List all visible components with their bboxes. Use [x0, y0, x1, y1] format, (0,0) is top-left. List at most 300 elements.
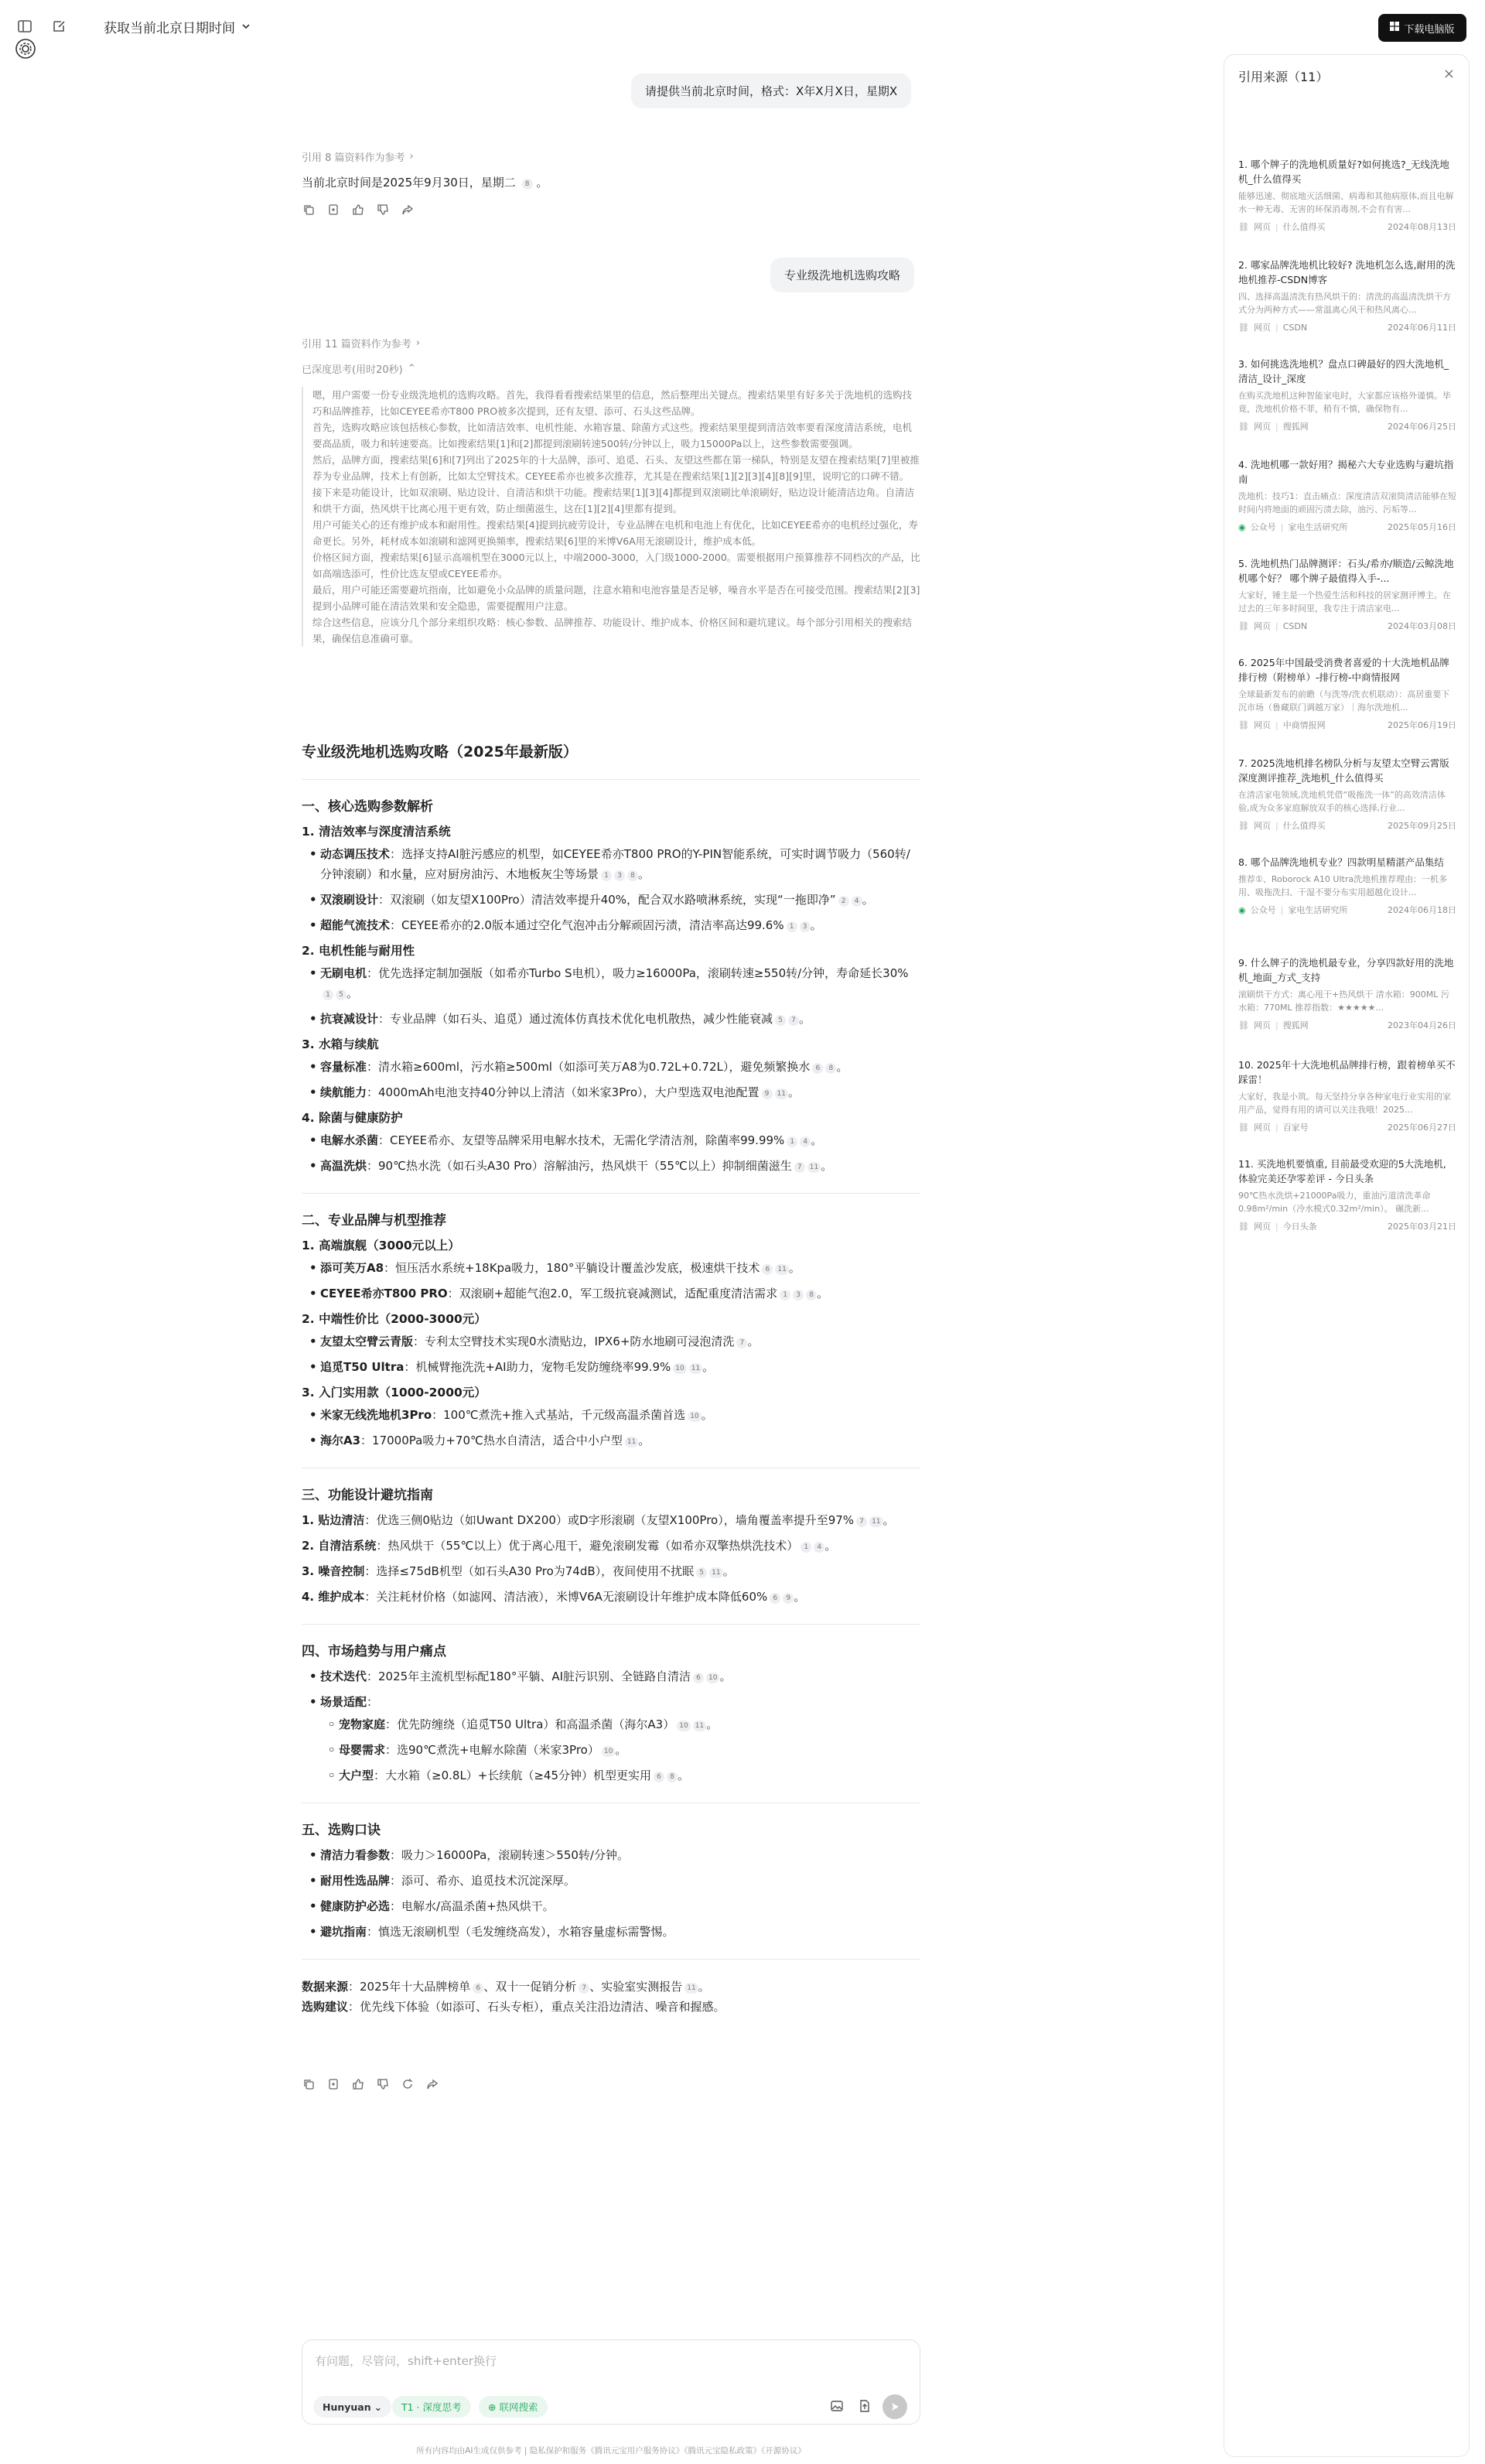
citation-badge[interactable]: 8 — [806, 1290, 817, 1300]
source-card[interactable] — [1238, 655, 1456, 731]
list-item — [320, 890, 920, 910]
link-icon: ⛓ — [1238, 620, 1249, 631]
copy-icon[interactable] — [302, 2077, 316, 2091]
list-item-end: 。 — [722, 1564, 735, 1578]
citation-badge[interactable]: 4 — [800, 1136, 811, 1147]
divider: | — [1275, 1020, 1278, 1030]
list-item-text: ：100℃煮洗+推入式基站，千元级高温杀菌首选 — [432, 1408, 686, 1422]
send-button[interactable] — [882, 2394, 907, 2419]
source-description: 四、选择高温清洗有热风烘干的：清洗的高温清洗烘干方式分为两种方式——常温离心风干和热风离心... — [1238, 292, 1451, 315]
list-item — [320, 1871, 920, 1891]
wechat-icon: ◉ — [1238, 904, 1246, 915]
citation-badge[interactable]: 1 — [801, 1542, 811, 1553]
source-meta — [1238, 620, 1456, 632]
source-date: 2024年06月11日 — [1388, 323, 1456, 333]
source-type: 公众号 — [1250, 905, 1276, 915]
source-card[interactable] — [1238, 756, 1456, 832]
list-item-end: 。 — [638, 867, 650, 881]
link-icon: ⛓ — [1238, 1122, 1249, 1133]
windows-icon — [1390, 22, 1399, 34]
list-item-text: ：优选三侧0贴边（如Uwant DX200）或D字形滚刷（友望X100Pro），墙角覆盖率提升至97% — [364, 1513, 855, 1527]
list-item-text: ：90℃热水洗（如石头A30 Pro）溶解油污，热风烘干（55℃以上）抑制细菌滋生 — [367, 1159, 792, 1173]
model-selector[interactable] — [313, 2396, 391, 2418]
list-item-end: 。 — [810, 918, 822, 932]
settings-icon[interactable] — [15, 38, 36, 60]
numbered-list — [302, 1510, 920, 1607]
subsection-heading: 1. 高端旗舰（3000元以上） — [302, 1239, 460, 1253]
thumbs-up-icon[interactable] — [351, 2077, 365, 2091]
purchase-tip-text: ：优先线下体验（如添可、石头专柜），重点关注沿边清洁、噪音和握感。 — [348, 2000, 725, 2014]
citation-badge[interactable]: 7 — [856, 1516, 867, 1527]
deep-thinking-label: 已深度思考(用时20秒) — [302, 364, 403, 376]
citation-badge[interactable]: 1 — [787, 1136, 797, 1147]
section-heading: 一、核心选购参数解析 — [302, 799, 433, 815]
citation-badge[interactable]: 11 — [625, 1437, 638, 1447]
source-title[interactable]: 3. 如何挑选洗地机？盘点口碑最好的四大洗地机_清洁_设计_深度 — [1238, 358, 1449, 384]
citation-badge[interactable]: 11 — [775, 1264, 788, 1275]
source-date: 2023年04月26日 — [1388, 1020, 1456, 1030]
citation-badge[interactable]: 11 — [693, 1721, 706, 1731]
references-label: 引用 8 篇资料作为参考 — [302, 152, 405, 164]
citation-badge[interactable]: 5 — [775, 1015, 786, 1026]
references-label: 引用 11 篇资料作为参考 — [302, 339, 411, 350]
citation-badge[interactable]: 5 — [336, 989, 346, 1000]
list-item-text: ：选择支持AI脏污感应的机型，如CEYEE希亦T800 PRO的Y-PIN智能系统，可实时调节吸力（560转/分钟滚刷）和水量，应对厨房油污、木地板灰尘等场景 — [320, 847, 910, 881]
list-item-bold: 2. 自清洁系统 — [302, 1539, 377, 1553]
references-toggle-1[interactable] — [302, 149, 414, 164]
source-site: 家电生活研究所 — [1288, 522, 1348, 532]
list-item-bold: 双滚刷设计 — [320, 893, 379, 907]
citation-badge[interactable]: 8 — [627, 870, 638, 881]
citation-badge[interactable]: 6 — [693, 1673, 704, 1683]
source-type: 网页 — [1253, 1222, 1271, 1232]
divider: | — [1275, 421, 1278, 432]
chat-input-box[interactable] — [302, 2339, 920, 2425]
citation-badge[interactable]: 1 — [601, 870, 612, 881]
purchase-tip-line — [302, 1997, 920, 2017]
citation-badge[interactable]: 10 — [688, 1411, 701, 1422]
list-item-text: ：17000Pa吸力+70℃热水自清洁，适合中小户型 — [360, 1434, 623, 1447]
source-title[interactable]: 1. 哪个牌子的洗地机质量好?如何挑选?_无线洗地机_什么值得买 — [1238, 159, 1449, 185]
thumbs-down-icon[interactable] — [376, 203, 390, 217]
answer-text: 当前北京时间是2025年9月30日，星期二 — [302, 176, 516, 190]
link-icon: ⛓ — [1238, 421, 1249, 432]
citation-badge[interactable]: 1 — [780, 1290, 790, 1300]
divider: | — [1275, 719, 1278, 730]
list-item-end: 。 — [862, 893, 874, 907]
list-item-end: 。 — [794, 1590, 806, 1604]
source-description: 洗地机：技巧1：直击痛点：深度清洁双滚筒清洁能够在短时间内将地面的顽固污渍去除，油污、污垢等... — [1238, 491, 1456, 514]
citation-badge[interactable]: 10 — [677, 1721, 690, 1731]
thumbs-down-icon[interactable] — [376, 2077, 390, 2091]
list-item-bold: 续航能力 — [320, 1085, 367, 1099]
answer-title: 专业级洗地机选购攻略（2025年最新版） — [302, 743, 578, 760]
list-item-text: ：关注耗材价格（如滤网、清洁液），米博V6A无滚刷设计年维护成本降低60% — [364, 1590, 768, 1604]
list-item-text: ：双滚刷（如友望X100Pro）清洁效率提升40%，配合双水路喷淋系统，实现“一拖即净” — [378, 893, 836, 907]
citation-badge[interactable]: 3 — [614, 870, 625, 881]
references-toggle-2[interactable] — [302, 336, 420, 350]
conversation-title-text: 获取当前北京日期时间 — [104, 21, 235, 36]
copy-icon[interactable] — [302, 203, 316, 217]
web-search-toggle[interactable] — [479, 2396, 548, 2418]
close-icon[interactable]: × — [1442, 66, 1455, 82]
list-item — [320, 1156, 920, 1176]
citation-badge[interactable]: 2 — [838, 896, 849, 907]
data-source-text: 、双十一促销分析 — [483, 1980, 577, 1994]
list-item-bold: 健康防护必选 — [320, 1899, 391, 1913]
citation-badge[interactable]: 11 — [807, 1162, 821, 1173]
list-item-end: 。 — [638, 1434, 650, 1447]
source-card[interactable] — [1238, 1157, 1456, 1232]
divider: | — [1275, 221, 1278, 232]
list-item — [320, 1283, 920, 1304]
list-item — [320, 1258, 920, 1278]
assistant-answer-1 — [302, 174, 548, 190]
citation-badge[interactable]: 6 — [812, 1063, 823, 1074]
list-item-end: 。 — [719, 1669, 732, 1683]
section-heading: 五、选购口诀 — [302, 1823, 381, 1838]
citation-badge[interactable]: 8 — [522, 179, 533, 190]
bullet-list — [302, 1130, 920, 1176]
list-item-text: ：清水箱≥600ml，污水箱≥500ml（如添可芙万A8为0.72L+0.72L），避免频繁换水 — [367, 1060, 811, 1074]
list-item-bold: 友望太空臂云青版 — [320, 1335, 414, 1348]
source-date: 2025年06月19日 — [1388, 720, 1456, 730]
list-item-bold: 无刷电机 — [320, 966, 367, 980]
bookmark-icon[interactable] — [326, 203, 340, 217]
list-item-bold: 米家无线洗地机3Pro — [320, 1408, 432, 1422]
list-item-text: ：选择≤75dB机型（如石头A30 Pro为74dB），夜间使用不扰眠 — [364, 1564, 695, 1578]
bullet-list — [302, 1258, 920, 1304]
conversation-title[interactable] — [104, 17, 251, 36]
source-site: CSDN — [1282, 620, 1308, 631]
list-item-text: ：添可、希亦、追觅技术沉淀深厚。 — [390, 1874, 576, 1888]
list-item-end: 。 — [702, 1360, 715, 1374]
citation-badge[interactable]: 11 — [689, 1363, 702, 1374]
thinking-paragraph: 最后，用户可能还需要避坑指南，比如避免小众品牌的质量问题，注意水箱和电池容量是否足够，噪音水平是否在可接受范围。搜索结果[2][3]提到小品牌可能在清洁效果和安全隐患，需要提醒用户注意。 — [312, 584, 920, 612]
source-title[interactable]: 6. 2025年中国最受消费者喜爱的十大洗地机品牌排行榜（附榜单）-排行榜-中商情报网 — [1238, 657, 1449, 683]
citation-badge[interactable]: 11 — [684, 1983, 698, 1994]
citation-badge[interactable]: 7 — [794, 1162, 805, 1173]
chevron-down-icon: ⌄ — [374, 2401, 383, 2413]
list-item-text: ：专利太空臂技术实现0水渍贴边，IPX6+防水地刷可浸泡清洗 — [413, 1335, 735, 1348]
citation-badge[interactable]: 9 — [762, 1088, 773, 1099]
deep-thinking-toggle[interactable] — [302, 361, 416, 376]
list-item-end: 。 — [706, 1717, 719, 1731]
list-item-end: 。 — [701, 1408, 713, 1422]
bullet-list — [302, 963, 920, 1029]
source-card[interactable] — [1238, 357, 1456, 432]
source-site: 搜狐网 — [1282, 1020, 1309, 1030]
list-item — [302, 1587, 920, 1607]
source-card[interactable] — [1238, 457, 1456, 533]
thinking-paragraph: 首先，选购攻略应该包括核心参数，比如清洁效率、电机性能、水箱容量、除菌方式这些。搜索结果里提到清洁效率要看深度清洁系统，电机要高品质，吸力和转速要高。比如搜索结果[1]和[2]都提到滚刷转速500转/分钟以上，吸力15000Pa以上，这些参数需要强调。 — [312, 422, 913, 449]
subsection-heading: 2. 电机性能与耐用性 — [302, 944, 415, 958]
list-item — [320, 1082, 920, 1102]
citation-badge[interactable]: 8 — [825, 1063, 836, 1074]
source-date: 2024年06月25日 — [1388, 422, 1456, 432]
citation-badge[interactable]: 6 — [473, 1983, 483, 1994]
share-icon[interactable] — [425, 2077, 439, 2091]
data-source-line — [302, 1977, 920, 1997]
list-item — [339, 1714, 920, 1734]
source-description: 滚刷烘干方式：离心甩干+热风烘干 清水箱：900ML 污水箱：770ML 推荐指数：★★★★★... — [1238, 989, 1449, 1013]
list-item — [320, 1666, 920, 1687]
list-item — [302, 1561, 920, 1581]
list-item-bold: 大户型 — [339, 1769, 374, 1782]
data-source-text: 。 — [698, 1980, 710, 1994]
source-meta — [1238, 420, 1456, 432]
citation-badge[interactable]: 4 — [814, 1542, 824, 1553]
source-meta — [1238, 521, 1456, 533]
chevron-down-icon — [241, 19, 251, 35]
source-type: 网页 — [1253, 821, 1271, 831]
sidebar-toggle-icon[interactable] — [17, 19, 34, 36]
source-date: 2025年05月16日 — [1388, 522, 1456, 532]
bullet-list — [302, 1666, 920, 1786]
list-item — [320, 1405, 920, 1425]
user-message-1: 请提供当前北京时间，格式：X年X月X日，星期X — [631, 73, 911, 108]
citation-badge[interactable]: 6 — [770, 1593, 780, 1604]
citation-badge[interactable]: 11 — [709, 1567, 722, 1578]
file-upload-icon[interactable] — [858, 2399, 872, 2416]
list-item-bold: 清洁力看参数 — [320, 1848, 391, 1862]
list-item-bold: 1. 贴边清洁 — [302, 1513, 365, 1527]
source-card[interactable] — [1238, 955, 1456, 1031]
list-item-text: ：恒压活水系统+18Kpa吸力，180°平躺设计覆盖沙发底，极速烘干技术 — [384, 1261, 760, 1275]
citation-badge[interactable]: 3 — [800, 921, 811, 932]
source-card[interactable] — [1238, 258, 1456, 333]
list-item-bold: 超能气流技术 — [320, 918, 391, 932]
citation-badge[interactable]: 4 — [852, 896, 862, 907]
list-item-bold: 技术迭代 — [320, 1669, 367, 1683]
list-item — [339, 1765, 920, 1786]
list-item-bold: 容量标准 — [320, 1060, 367, 1074]
deep-think-toggle[interactable] — [392, 2396, 471, 2418]
section-heading: 二、专业品牌与机型推荐 — [302, 1213, 446, 1229]
link-icon: ⛓ — [1238, 719, 1249, 730]
globe-icon: ⊕ — [488, 2401, 497, 2413]
source-site: 中商情报网 — [1282, 720, 1326, 730]
subsection-heading: 3. 水箱与续航 — [302, 1037, 379, 1051]
list-item-text: ：4000mAh电池支持40分钟以上清洁（如米家3Pro），大户型选双电池配置 — [367, 1085, 760, 1099]
list-item-bold: 避坑指南 — [320, 1925, 367, 1939]
source-meta — [1238, 904, 1456, 916]
source-type: 网页 — [1253, 323, 1271, 333]
list-item-bold: 添可芙万A8 — [320, 1261, 384, 1275]
source-description: 在清洁家电领域,洗地机凭借“吸拖洗一体”的高效清洁体验,成为众多家庭解放双手的核心选择,行业... — [1238, 790, 1446, 813]
source-type: 网页 — [1253, 222, 1271, 232]
source-card[interactable] — [1238, 556, 1456, 632]
bookmark-icon[interactable] — [326, 2077, 340, 2091]
list-item-end: 。 — [882, 1513, 895, 1527]
source-date: 2025年03月21日 — [1388, 1222, 1456, 1232]
list-item-bold: CEYEE希亦T800 PRO — [320, 1287, 448, 1300]
source-title[interactable]: 11. 买洗地机要慎重, 目前最受欢迎的5大洗地机, 体验完美还孕零差评 - 今日头条 — [1238, 1158, 1446, 1184]
source-site: 什么值得买 — [1282, 821, 1326, 831]
subsection-heading: 4. 除菌与健康防护 — [302, 1111, 403, 1125]
list-item-text: ：CEYEE希亦的2.0版本通过空化气泡冲击分解顽固污渍，清洁率高达99.6% — [390, 918, 784, 932]
sources-panel — [1224, 54, 1470, 2457]
deep-think-label: T1 · 深度思考 — [401, 2401, 462, 2413]
list-item — [302, 1510, 920, 1530]
citation-badge[interactable]: 9 — [783, 1593, 794, 1604]
source-card[interactable] — [1238, 1058, 1456, 1133]
subsection-heading: 1. 清洁效率与深度清洁系统 — [302, 825, 451, 839]
source-description: 大家好，我是小筑。每天坚持分享各种家电行业实用的家用产品，觉得有用的请可以关注我哦！2025... — [1238, 1092, 1451, 1115]
citation-badge[interactable]: 6 — [762, 1264, 773, 1275]
data-source-text: 、实验室实测报告 — [589, 1980, 683, 1994]
divider — [302, 779, 920, 780]
divider: | — [1275, 1221, 1278, 1232]
source-site: 家电生活研究所 — [1288, 905, 1348, 915]
source-title[interactable]: 8. 哪个品牌洗地机专业？四款明星精湛产品集结 — [1238, 856, 1444, 868]
list-item-bold: 4. 维护成本 — [302, 1590, 365, 1604]
list-item-text: ： — [367, 1695, 379, 1709]
new-chat-icon[interactable] — [51, 19, 68, 36]
list-item-text: ：专业品牌（如石头、追觅）通过流体仿真技术优化电机散热，减少性能衰减 — [378, 1012, 773, 1026]
citation-badge[interactable]: 11 — [775, 1088, 788, 1099]
source-title[interactable]: 4. 洗地机哪一款好用？揭秘六大专业选购与避坑指南 — [1238, 459, 1454, 485]
list-item-end: 。 — [836, 1060, 848, 1074]
source-meta — [1238, 1220, 1456, 1232]
section-heading: 四、市场趋势与用户痛点 — [302, 1644, 446, 1659]
source-description: 推荐①、Roborock A10 Ultra洗地机推荐理由：一机多用、吸拖洗扫、干湿不要分布实用超越化设计... — [1238, 874, 1448, 897]
list-item — [320, 844, 920, 884]
source-type: 网页 — [1253, 621, 1271, 631]
citation-badge[interactable]: 1 — [323, 989, 333, 1000]
list-item-end: 。 — [821, 1159, 833, 1173]
list-item — [320, 1130, 920, 1150]
list-item-text: ：大水箱（≥0.8L）+长续航（≥45分钟）机型更实用 — [374, 1769, 652, 1782]
chevron-up-icon: ⌃ — [407, 363, 416, 374]
thinking-paragraph: 价格区间方面，搜索结果[6]显示高端机型在3000元以上，中端2000-3000，入门级1000-2000。需要根据用户预算推荐不同档次的产品，比如高端选添可，性价比选友望或CEYEE希亦。 — [312, 552, 920, 579]
link-icon: ⛓ — [1238, 1020, 1249, 1030]
source-description: 在购买洗地机这种智能家电时，大家都应该格外谨慎。毕竟，洗地机价格不菲，稍有不慎，确保物有... — [1238, 391, 1451, 414]
divider: | — [1275, 620, 1278, 631]
citation-badge[interactable]: 1 — [787, 921, 797, 932]
list-item-end: 。 — [747, 1335, 760, 1348]
thinking-paragraph: 综合这些信息，应该分几个部分来组织攻略：核心参数、品牌推荐、功能设计、维护成本、价格区间和避坑建议。每个部分引用相关的搜索结果，确保信息准确可靠。 — [312, 617, 913, 644]
list-item-text: ：优先选择定制加强版（如希亦Turbo S电机），吸力≥16000Pa，滚刷转速≥550转/分钟，寿命延长30% — [367, 966, 909, 980]
source-title[interactable]: 2. 哪家品牌洗地机比较好? 洗地机怎么选,耐用的洗地机推荐-CSDN博客 — [1238, 259, 1456, 285]
list-item-bold: 高温洗烘 — [320, 1159, 367, 1173]
source-title[interactable]: 10. 2025年十大洗地机品牌排行榜，跟着榜单买不踩雷！ — [1238, 1059, 1456, 1085]
source-description: 全球最新发布的前瞻（与洗等/洗衣机联动）：高居重要下沉市场（鲁藏联门调越万家）｜海尔洗地机... — [1238, 689, 1450, 713]
list-item — [320, 1845, 920, 1865]
sub-bullet-list — [320, 1714, 920, 1786]
download-desktop-button[interactable] — [1378, 14, 1466, 42]
list-item — [320, 1692, 920, 1786]
divider — [302, 1624, 920, 1625]
citation-badge[interactable]: 5 — [696, 1567, 707, 1578]
bullet-list — [302, 844, 920, 935]
bullet-list — [302, 1331, 920, 1377]
source-description: 大家好，锤主是一个热爱生活和科技的居家测评博主。在过去的三年多时间里，我专注于清洁家电... — [1238, 590, 1451, 613]
list-item-text: ：选90℃煮洗+电解水除菌（米家3Pro） — [385, 1743, 599, 1757]
divider: | — [1275, 820, 1278, 831]
citation-badge[interactable]: 10 — [706, 1673, 719, 1683]
list-item — [320, 963, 920, 1003]
source-date: 2024年08月13日 — [1388, 222, 1456, 232]
citation-badge[interactable]: 10 — [602, 1746, 615, 1757]
list-item-text: ：慎选无滚刷机型（毛发缠绕高发），水箱容量虚标需警惕。 — [367, 1925, 674, 1939]
chat-input-placeholder[interactable]: 有问题，尽管问，shift+enter换行 — [315, 2354, 497, 2368]
source-card[interactable] — [1238, 157, 1456, 233]
link-icon: ⛓ — [1238, 1221, 1249, 1232]
link-icon: ⛓ — [1238, 820, 1249, 831]
download-desktop-label: 下载电脑版 — [1404, 23, 1455, 36]
sources-panel-title: 引用来源（11） — [1238, 70, 1329, 84]
source-site: 搜狐网 — [1282, 422, 1309, 432]
subsection-heading: 2. 中端性价比（2000-3000元） — [302, 1312, 486, 1326]
divider — [302, 1959, 920, 1960]
list-item-end: 。 — [824, 1539, 837, 1553]
wechat-icon: ◉ — [1238, 521, 1246, 532]
thumbs-up-icon[interactable] — [351, 203, 365, 217]
list-item-end: 。 — [615, 1743, 627, 1757]
citation-badge[interactable]: 3 — [793, 1290, 804, 1300]
list-item-end: 。 — [787, 1085, 800, 1099]
divider: | — [1275, 1122, 1278, 1133]
share-icon[interactable] — [401, 203, 415, 217]
user-message-2: 专业级洗地机选购攻略 — [770, 258, 914, 292]
list-item-end: 。 — [678, 1769, 690, 1782]
list-item-text: ：CEYEE希亦、友望等品牌采用电解水技术，无需化学清洁剂，除菌率99.99% — [378, 1133, 785, 1147]
regenerate-icon[interactable] — [401, 2077, 415, 2091]
top-bar — [0, 0, 1455, 54]
citation-badge[interactable]: 11 — [869, 1516, 882, 1527]
list-item-bold: 抗衰减设计 — [320, 1012, 379, 1026]
list-item — [339, 1740, 920, 1760]
bullet-list — [302, 1405, 920, 1451]
list-item-end: 。 — [346, 986, 359, 1000]
list-item-bold: 海尔A3 — [320, 1434, 361, 1447]
image-upload-icon[interactable] — [830, 2399, 844, 2416]
subsection-heading: 3. 入门实用款（1000-2000元） — [302, 1386, 486, 1399]
assistant-answer-2 — [302, 739, 920, 2017]
thinking-paragraph: 嗯，用户需要一份专业级洗地机的选购攻略。首先，我得看看搜索结果里的信息，然后整理出关键点。搜索结果里有好多关于洗地机的选购技巧和品牌推荐，比如CEYEE希亦T800 PRO被多次提到，还有友望、添可、石头这些品牌。 — [312, 389, 913, 417]
source-date: 2025年06月27日 — [1388, 1123, 1456, 1133]
citation-badge[interactable]: 6 — [654, 1772, 664, 1782]
source-title[interactable]: 7. 2025洗地机排名榜队分析与友望太空臂云霄版深度测评推荐_洗地机_什么值得买 — [1238, 757, 1449, 784]
citation-badge[interactable]: 7 — [579, 1983, 589, 1994]
citation-badge[interactable]: 7 — [736, 1338, 747, 1348]
source-title[interactable]: 9. 什么牌子的洗地机最专业，分享四款好用的洗地机_地面_方式_支持 — [1238, 957, 1454, 983]
list-item-text: ：优先防缠绕（追觅T50 Ultra）和高温杀菌（海尔A3） — [385, 1717, 675, 1731]
list-item — [302, 1536, 920, 1556]
source-type: 网页 — [1253, 1123, 1271, 1133]
source-site: 今日头条 — [1282, 1222, 1317, 1232]
source-type: 网页 — [1253, 1020, 1271, 1030]
source-title[interactable]: 5. 洗地机热门品牌测评：石头/希亦/顺造/云鲸洗地机哪个好？ 哪个牌子最值得入手-... — [1238, 558, 1454, 584]
citation-badge[interactable]: 10 — [673, 1363, 686, 1374]
source-card[interactable] — [1238, 855, 1456, 916]
thinking-paragraph: 接下来是功能设计，比如双滚刷、贴边设计、自清洁和烘干功能。搜索结果[1][3][4]都提到双滚刷比单滚刷好，贴边设计能清洁边角。自清洁和烘干方面，热风烘干比离心甩干更有效，防止细菌滋生，这在[1][2][4]里都有提到。 — [312, 487, 915, 514]
source-meta — [1238, 1121, 1456, 1133]
list-item-bold: 宠物家庭 — [339, 1717, 386, 1731]
disclaimer: 所有内容均由AI生成仅供参考 | 隐私保护和服务《腾讯元宝用户服务协议》《腾讯元宝隐私政策》《开源协议》 — [416, 2446, 806, 2455]
citation-badge[interactable]: 7 — [788, 1015, 799, 1026]
list-item-bold: 动态调压技术 — [320, 847, 391, 861]
thinking-paragraph: 用户可能关心的还有维护成本和耐用性。搜索结果[4]提到抗疲劳设计，专业品牌在电机和电池上有优化，比如CEYEE希亦的电机经过强化，寿命更长。另外，耗材成本如滚刷和滤网更换频率，搜索结果[6]里的米博V6A用无滚刷设计，维护成本低。 — [312, 519, 918, 547]
list-item — [320, 1430, 920, 1451]
list-item — [320, 1896, 920, 1916]
chevron-right-icon: › — [409, 151, 414, 162]
citation-badge[interactable]: 8 — [667, 1772, 678, 1782]
answer-period: 。 — [536, 176, 548, 190]
list-item — [320, 1331, 920, 1352]
list-item-bold: 3. 噪音控制 — [302, 1564, 365, 1578]
